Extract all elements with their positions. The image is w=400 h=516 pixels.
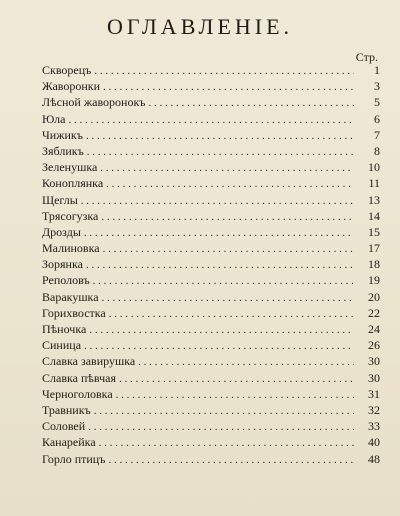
toc-entry-title: Зябликъ [42, 143, 84, 158]
toc-entry [42, 143, 380, 159]
toc-entry-page: 33 [368, 419, 380, 434]
toc-entry [42, 305, 380, 321]
toc-entry [42, 208, 380, 224]
toc-entry [42, 451, 380, 467]
toc-entry [42, 94, 380, 110]
dot-leader [116, 387, 354, 403]
toc-entry-page: 20 [368, 289, 380, 304]
toc-entry-title: Дрозды [42, 224, 81, 239]
dot-leader [100, 160, 354, 176]
dot-leader [119, 371, 354, 387]
toc-entry-title: Лѣсной жаворонокъ [42, 95, 146, 110]
toc-entry [42, 159, 380, 175]
page-column-label: Стр. [355, 50, 378, 64]
dot-leader [69, 112, 355, 128]
toc-entry [42, 370, 380, 386]
toc-entry [42, 78, 380, 94]
dot-leader [99, 435, 354, 451]
toc-entry-title: Горло птицъ [42, 451, 106, 466]
toc-entry-page: 6 [374, 111, 380, 126]
dot-leader [81, 193, 354, 209]
toc-entry-page: 17 [368, 241, 380, 256]
toc-entry [42, 240, 380, 256]
toc-entry-page: 24 [368, 322, 380, 336]
toc-entry [42, 402, 380, 418]
toc-entry-page: 48 [368, 451, 380, 466]
dot-leader [109, 306, 354, 322]
toc-entry-title: Славка завирушка [42, 354, 136, 369]
toc-entry [42, 272, 380, 288]
dot-leader [106, 176, 354, 192]
toc-entry-page: 32 [368, 402, 380, 417]
toc-entry [42, 256, 380, 272]
toc-entry [42, 127, 380, 143]
dot-leader [94, 63, 354, 79]
toc-entry [42, 434, 380, 450]
dot-leader [89, 322, 354, 338]
toc-entry-page: 19 [368, 273, 380, 288]
toc-entry-title: Реполовъ [42, 273, 90, 288]
toc-entry-page: 22 [368, 305, 380, 320]
toc-entry-page: 11 [368, 176, 380, 191]
toc-entry-page: 14 [368, 208, 380, 223]
toc-entry-title: Трясогузка [42, 208, 99, 223]
toc-entry-page: 26 [368, 338, 380, 353]
dot-leader [84, 338, 354, 354]
toc-entry-page: 1 [374, 63, 380, 77]
toc-entry [42, 386, 380, 402]
dot-leader [88, 419, 354, 435]
dot-leader [86, 128, 354, 144]
toc-entry-title: Зеленушка [42, 160, 98, 175]
toc-entry-page: 8 [374, 143, 380, 158]
toc-entry-page: 7 [374, 127, 380, 142]
toc-entry-title: Скворецъ [42, 63, 92, 77]
toc-entry-page: 15 [368, 224, 380, 239]
dot-leader [84, 225, 354, 241]
toc-entry-page: 13 [368, 192, 380, 207]
toc-entry [42, 289, 380, 305]
toc-entry-page: 18 [368, 257, 380, 272]
toc-entry [42, 192, 380, 208]
dot-leader [138, 354, 354, 370]
toc-entry [42, 418, 380, 434]
toc-entry-title: Синица [42, 338, 82, 353]
toc-entry [42, 175, 380, 191]
toc-entry-title: Юла [42, 111, 66, 126]
toc-entry-title: Малиновка [42, 241, 100, 256]
toc-entry-page: 5 [374, 95, 380, 110]
toc-entry-title: Коноплянка [42, 176, 104, 191]
toc-entry-title: Щеглы [42, 192, 78, 207]
toc-entry-page: 40 [368, 435, 380, 450]
dot-leader [86, 257, 354, 273]
toc-entry-title: Соловей [42, 419, 86, 434]
toc-entry-title: Горихвостка [42, 305, 106, 320]
dot-leader [93, 273, 354, 289]
dot-leader [102, 290, 354, 306]
table-of-contents [42, 62, 380, 467]
dot-leader [94, 403, 354, 419]
page-title: ОГЛАВЛЕНІЕ. [106, 14, 294, 39]
toc-entry-title: Зорянка [42, 257, 83, 272]
toc-entry-page: 31 [368, 386, 380, 401]
toc-entry-title: Пѣночка [42, 322, 87, 336]
toc-entry [42, 111, 380, 127]
dot-leader [103, 79, 354, 95]
toc-entry-title: Жаворонки [42, 79, 101, 94]
toc-entry-title: Травникъ [42, 402, 91, 417]
dot-leader [101, 209, 354, 225]
toc-entry [42, 224, 380, 240]
toc-entry-page: 3 [374, 79, 380, 94]
toc-entry-title: Чижикъ [42, 127, 83, 142]
toc-entry [42, 337, 380, 353]
dot-leader [87, 144, 354, 160]
toc-entry-page: 30 [368, 354, 380, 369]
toc-entry [42, 62, 380, 78]
toc-entry-page: 10 [368, 160, 380, 175]
toc-entry [42, 353, 380, 369]
toc-entry-title: Канарейка [42, 435, 96, 450]
toc-entry-title: Славка пѣвчая [42, 370, 116, 385]
toc-entry [42, 321, 380, 337]
toc-entry-page: 30 [368, 370, 380, 385]
dot-leader [148, 95, 354, 111]
toc-entry-title: Варакушка [42, 289, 99, 304]
dot-leader [108, 452, 354, 468]
dot-leader [103, 241, 354, 257]
toc-entry-title: Черноголовка [42, 386, 113, 401]
